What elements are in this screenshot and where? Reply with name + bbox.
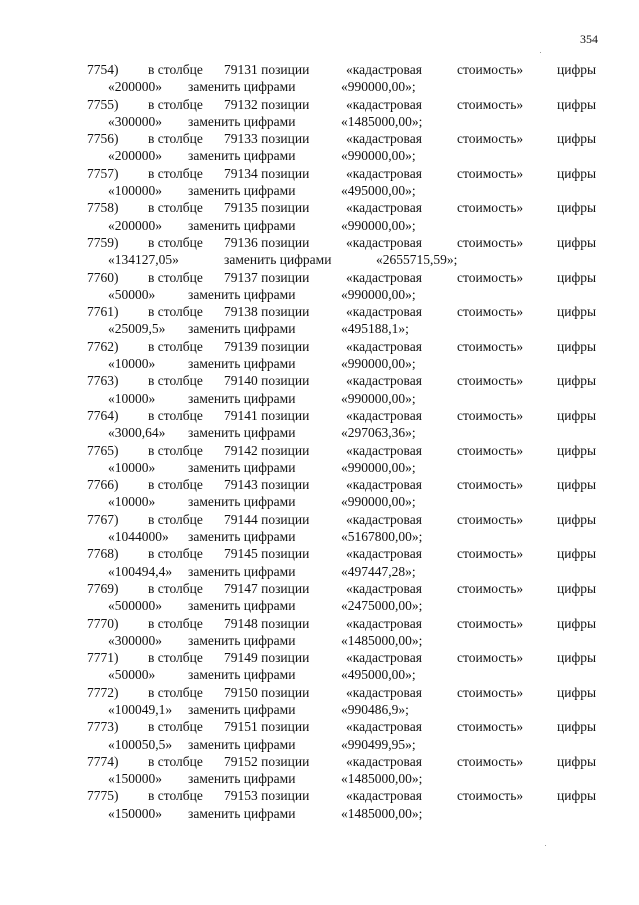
digits-label: цифры xyxy=(557,442,597,458)
entry-number: 7775) xyxy=(87,788,119,804)
entry-number: 7756) xyxy=(87,131,119,147)
entry-line-1 xyxy=(0,718,639,735)
column-label: в столбце xyxy=(148,304,203,320)
position-label: 79136 позиции xyxy=(224,234,310,250)
cadastral-label: «кадастровая xyxy=(346,96,422,112)
amendment-entry xyxy=(0,372,639,407)
value-label: стоимость» xyxy=(457,442,524,458)
cadastral-label: «кадастровая xyxy=(346,131,422,147)
old-value: «100050,5» xyxy=(108,736,173,752)
entry-number: 7768) xyxy=(87,546,119,562)
entry-number: 7758) xyxy=(87,200,119,216)
digits-label: цифры xyxy=(557,96,597,112)
value-label: стоимость» xyxy=(457,615,524,631)
old-value: «150000» xyxy=(108,805,162,821)
amendment-entry xyxy=(0,545,639,580)
scan-speck xyxy=(545,845,546,846)
old-value: «25009,5» xyxy=(108,321,166,337)
entry-line-2 xyxy=(0,770,639,787)
replace-label: заменить цифрами xyxy=(188,771,296,787)
column-label: в столбце xyxy=(148,269,203,285)
digits-label: цифры xyxy=(557,615,597,631)
digits-label: цифры xyxy=(557,338,597,354)
position-label: 79133 позиции xyxy=(224,131,310,147)
replace-label: заменить цифрами xyxy=(188,563,296,579)
position-label: 79139 позиции xyxy=(224,338,310,354)
new-value: «297063,36»; xyxy=(341,425,416,441)
entry-line-1 xyxy=(0,476,639,493)
digits-label: цифры xyxy=(557,269,597,285)
amendment-entry xyxy=(0,96,639,131)
amendment-list xyxy=(0,61,639,822)
column-label: в столбце xyxy=(148,684,203,700)
new-value: «495000,00»; xyxy=(341,183,416,199)
replace-label: заменить цифрами xyxy=(188,736,296,752)
value-label: стоимость» xyxy=(457,131,524,147)
column-label: в столбце xyxy=(148,442,203,458)
amendment-entry xyxy=(0,269,639,304)
digits-label: цифры xyxy=(557,580,597,596)
position-label: 79135 позиции xyxy=(224,200,310,216)
entry-number: 7765) xyxy=(87,442,119,458)
entry-line-2 xyxy=(0,493,639,510)
entry-line-1 xyxy=(0,199,639,216)
position-label: 79151 позиции xyxy=(224,719,310,735)
entry-number: 7772) xyxy=(87,684,119,700)
value-label: стоимость» xyxy=(457,684,524,700)
cadastral-label: «кадастровая xyxy=(346,684,422,700)
cadastral-label: «кадастровая xyxy=(346,650,422,666)
old-value: «10000» xyxy=(108,390,156,406)
position-label: 79132 позиции xyxy=(224,96,310,112)
digits-label: цифры xyxy=(557,62,597,77)
entry-number: 7760) xyxy=(87,269,119,285)
entry-line-1 xyxy=(0,338,639,355)
position-label: 79148 позиции xyxy=(224,615,310,631)
amendment-entry xyxy=(0,442,639,477)
cadastral-label: «кадастровая xyxy=(346,304,422,320)
entry-number: 7764) xyxy=(87,407,119,423)
column-label: в столбце xyxy=(148,407,203,423)
entry-number: 7766) xyxy=(87,477,119,493)
cadastral-label: «кадастровая xyxy=(346,788,422,804)
entry-line-2 xyxy=(0,251,639,268)
amendment-entry xyxy=(0,234,639,269)
column-label: в столбце xyxy=(148,580,203,596)
entry-line-2 xyxy=(0,390,639,407)
new-value: «497447,28»; xyxy=(341,563,416,579)
old-value: «50000» xyxy=(108,286,156,302)
digits-label: цифры xyxy=(557,684,597,700)
entry-line-1 xyxy=(0,269,639,286)
old-value: «10000» xyxy=(108,494,156,510)
cadastral-label: «кадастровая xyxy=(346,477,422,493)
digits-label: цифры xyxy=(557,546,597,562)
value-label: стоимость» xyxy=(457,650,524,666)
value-label: стоимость» xyxy=(457,580,524,596)
replace-label: заменить цифрами xyxy=(188,390,296,406)
digits-label: цифры xyxy=(557,165,597,181)
new-value: «2475000,00»; xyxy=(341,598,423,614)
new-value: «990000,00»; xyxy=(341,494,416,510)
new-value: «495188,1»; xyxy=(341,321,409,337)
new-value: «2655715,59»; xyxy=(376,252,458,268)
old-value: «10000» xyxy=(108,459,156,475)
entry-line-1 xyxy=(0,372,639,389)
entry-line-2 xyxy=(0,147,639,164)
column-label: в столбце xyxy=(148,719,203,735)
position-label: 79141 позиции xyxy=(224,407,310,423)
digits-label: цифры xyxy=(557,373,597,389)
position-label: 79150 позиции xyxy=(224,684,310,700)
new-value: «990000,00»; xyxy=(341,148,416,164)
amendment-entry xyxy=(0,303,639,338)
value-label: стоимость» xyxy=(457,546,524,562)
entry-line-2 xyxy=(0,355,639,372)
digits-label: цифры xyxy=(557,511,597,527)
new-value: «990000,00»; xyxy=(341,459,416,475)
old-value: «100000» xyxy=(108,183,162,199)
entry-number: 7767) xyxy=(87,511,119,527)
entry-line-2 xyxy=(0,666,639,683)
new-value: «990499,95»; xyxy=(341,736,416,752)
entry-line-2 xyxy=(0,320,639,337)
cadastral-label: «кадастровая xyxy=(346,269,422,285)
position-label: 79152 позиции xyxy=(224,753,310,769)
position-label: 79149 позиции xyxy=(224,650,310,666)
old-value: «100049,1» xyxy=(108,701,173,717)
cadastral-label: «кадастровая xyxy=(346,338,422,354)
position-label: 79137 позиции xyxy=(224,269,310,285)
entry-number: 7759) xyxy=(87,234,119,250)
new-value: «990486,9»; xyxy=(341,701,409,717)
replace-label: заменить цифрами xyxy=(188,79,296,95)
cadastral-label: «кадастровая xyxy=(346,200,422,216)
replace-label: заменить цифрами xyxy=(188,459,296,475)
entry-line-2 xyxy=(0,286,639,303)
value-label: стоимость» xyxy=(457,788,524,804)
entry-line-2 xyxy=(0,632,639,649)
cadastral-label: «кадастровая xyxy=(346,165,422,181)
entry-line-2 xyxy=(0,217,639,234)
value-label: стоимость» xyxy=(457,407,524,423)
cadastral-label: «кадастровая xyxy=(346,511,422,527)
entry-line-1 xyxy=(0,234,639,251)
digits-label: цифры xyxy=(557,234,597,250)
position-label: 79145 позиции xyxy=(224,546,310,562)
amendment-entry xyxy=(0,130,639,165)
entry-number: 7762) xyxy=(87,338,119,354)
new-value: «990000,00»; xyxy=(341,356,416,372)
amendment-entry xyxy=(0,615,639,650)
digits-label: цифры xyxy=(557,131,597,147)
value-label: стоимость» xyxy=(457,269,524,285)
column-label: в столбце xyxy=(148,650,203,666)
entry-number: 7757) xyxy=(87,165,119,181)
old-value: «200000» xyxy=(108,217,162,233)
digits-label: цифры xyxy=(557,304,597,320)
entry-line-1 xyxy=(0,753,639,770)
replace-label: заменить цифрами xyxy=(188,356,296,372)
amendment-entry xyxy=(0,649,639,684)
digits-label: цифры xyxy=(557,200,597,216)
old-value: «10000» xyxy=(108,356,156,372)
scan-speck xyxy=(540,52,541,53)
entry-line-1 xyxy=(0,580,639,597)
new-value: «1485000,00»; xyxy=(341,771,423,787)
old-value: «500000» xyxy=(108,598,162,614)
entry-number: 7754) xyxy=(87,62,119,77)
digits-label: цифры xyxy=(557,719,597,735)
column-label: в столбце xyxy=(148,62,203,77)
value-label: стоимость» xyxy=(457,719,524,735)
new-value: «1485000,00»; xyxy=(341,632,423,648)
position-label: 79134 позиции xyxy=(224,165,310,181)
value-label: стоимость» xyxy=(457,338,524,354)
replace-label: заменить цифрами xyxy=(188,494,296,510)
entry-line-2 xyxy=(0,597,639,614)
replace-label: заменить цифрами xyxy=(188,217,296,233)
replace-label: заменить цифрами xyxy=(188,529,296,545)
entry-line-1 xyxy=(0,165,639,182)
column-label: в столбце xyxy=(148,200,203,216)
entry-line-1 xyxy=(0,615,639,632)
entry-line-2 xyxy=(0,736,639,753)
cadastral-label: «кадастровая xyxy=(346,719,422,735)
entry-number: 7773) xyxy=(87,719,119,735)
new-value: «990000,00»; xyxy=(341,217,416,233)
column-label: в столбце xyxy=(148,373,203,389)
old-value: «100494,4» xyxy=(108,563,173,579)
amendment-entry xyxy=(0,407,639,442)
replace-label: заменить цифрами xyxy=(188,632,296,648)
column-label: в столбце xyxy=(148,477,203,493)
entry-line-2 xyxy=(0,459,639,476)
column-label: в столбце xyxy=(148,165,203,181)
page-number: 354 xyxy=(580,32,598,46)
value-label: стоимость» xyxy=(457,96,524,112)
new-value: «990000,00»; xyxy=(341,79,416,95)
cadastral-label: «кадастровая xyxy=(346,580,422,596)
amendment-entry xyxy=(0,511,639,546)
entry-line-1 xyxy=(0,130,639,147)
replace-label: заменить цифрами xyxy=(188,148,296,164)
entry-line-1 xyxy=(0,303,639,320)
position-label: 79144 позиции xyxy=(224,511,310,527)
old-value: «134127,05» xyxy=(108,252,179,268)
column-label: в столбце xyxy=(148,131,203,147)
replace-label: заменить цифрами xyxy=(188,701,296,717)
amendment-entry xyxy=(0,580,639,615)
value-label: стоимость» xyxy=(457,304,524,320)
value-label: стоимость» xyxy=(457,62,524,77)
replace-label: заменить цифрами xyxy=(188,113,296,129)
entry-number: 7774) xyxy=(87,753,119,769)
old-value: «150000» xyxy=(108,771,162,787)
entry-line-2 xyxy=(0,113,639,130)
entry-line-2 xyxy=(0,528,639,545)
position-label: 79131 позиции xyxy=(224,62,310,77)
column-label: в столбце xyxy=(148,753,203,769)
entry-number: 7755) xyxy=(87,96,119,112)
replace-label: заменить цифрами xyxy=(188,183,296,199)
value-label: стоимость» xyxy=(457,511,524,527)
amendment-entry xyxy=(0,753,639,788)
digits-label: цифры xyxy=(557,753,597,769)
cadastral-label: «кадастровая xyxy=(346,615,422,631)
position-label: 79143 позиции xyxy=(224,477,310,493)
column-label: в столбце xyxy=(148,615,203,631)
entry-line-1 xyxy=(0,61,639,78)
cadastral-label: «кадастровая xyxy=(346,407,422,423)
digits-label: цифры xyxy=(557,788,597,804)
column-label: в столбце xyxy=(148,788,203,804)
amendment-entry xyxy=(0,684,639,719)
old-value: «50000» xyxy=(108,667,156,683)
entry-line-2 xyxy=(0,563,639,580)
value-label: стоимость» xyxy=(457,234,524,250)
position-label: 79142 позиции xyxy=(224,442,310,458)
column-label: в столбце xyxy=(148,546,203,562)
old-value: «200000» xyxy=(108,79,162,95)
digits-label: цифры xyxy=(557,407,597,423)
entry-line-1 xyxy=(0,787,639,804)
column-label: в столбце xyxy=(148,234,203,250)
replace-label: заменить цифрами xyxy=(188,286,296,302)
position-label: 79138 позиции xyxy=(224,304,310,320)
old-value: «300000» xyxy=(108,632,162,648)
cadastral-label: «кадастровая xyxy=(346,753,422,769)
entry-line-1 xyxy=(0,545,639,562)
cadastral-label: «кадастровая xyxy=(346,373,422,389)
entry-line-1 xyxy=(0,649,639,666)
column-label: в столбце xyxy=(148,96,203,112)
new-value: «5167800,00»; xyxy=(341,529,423,545)
entry-number: 7761) xyxy=(87,304,119,320)
entry-line-1 xyxy=(0,407,639,424)
old-value: «1044000» xyxy=(108,529,169,545)
position-label: 79147 позиции xyxy=(224,580,310,596)
value-label: стоимость» xyxy=(457,753,524,769)
new-value: «1485000,00»; xyxy=(341,113,423,129)
entry-line-2 xyxy=(0,424,639,441)
amendment-entry xyxy=(0,165,639,200)
amendment-entry xyxy=(0,476,639,511)
old-value: «300000» xyxy=(108,113,162,129)
value-label: стоимость» xyxy=(457,373,524,389)
cadastral-label: «кадастровая xyxy=(346,62,422,77)
digits-label: цифры xyxy=(557,477,597,493)
cadastral-label: «кадастровая xyxy=(346,442,422,458)
position-label: 79153 позиции xyxy=(224,788,310,804)
old-value: «200000» xyxy=(108,148,162,164)
cadastral-label: «кадастровая xyxy=(346,234,422,250)
replace-label: заменить цифрами xyxy=(188,425,296,441)
entry-number: 7770) xyxy=(87,615,119,631)
replace-label: заменить цифрами xyxy=(224,252,332,268)
entry-line-2 xyxy=(0,805,639,822)
replace-label: заменить цифрами xyxy=(188,598,296,614)
entry-number: 7769) xyxy=(87,580,119,596)
amendment-entry xyxy=(0,718,639,753)
old-value: «3000,64» xyxy=(108,425,166,441)
entry-line-1 xyxy=(0,96,639,113)
entry-number: 7763) xyxy=(87,373,119,389)
column-label: в столбце xyxy=(148,338,203,354)
position-label: 79140 позиции xyxy=(224,373,310,389)
replace-label: заменить цифрами xyxy=(188,805,296,821)
replace-label: заменить цифрами xyxy=(188,667,296,683)
entry-line-1 xyxy=(0,442,639,459)
entry-line-1 xyxy=(0,511,639,528)
entry-number: 7771) xyxy=(87,650,119,666)
entry-line-2 xyxy=(0,182,639,199)
entry-line-2 xyxy=(0,701,639,718)
cadastral-label: «кадастровая xyxy=(346,546,422,562)
column-label: в столбце xyxy=(148,511,203,527)
value-label: стоимость» xyxy=(457,165,524,181)
amendment-entry xyxy=(0,199,639,234)
new-value: «990000,00»; xyxy=(341,286,416,302)
entry-line-1 xyxy=(0,684,639,701)
replace-label: заменить цифрами xyxy=(188,321,296,337)
value-label: стоимость» xyxy=(457,200,524,216)
new-value: «495000,00»; xyxy=(341,667,416,683)
new-value: «990000,00»; xyxy=(341,390,416,406)
entry-line-2 xyxy=(0,78,639,95)
digits-label: цифры xyxy=(557,650,597,666)
amendment-entry xyxy=(0,338,639,373)
amendment-entry xyxy=(0,61,639,96)
amendment-entry xyxy=(0,787,639,822)
new-value: «1485000,00»; xyxy=(341,805,423,821)
value-label: стоимость» xyxy=(457,477,524,493)
